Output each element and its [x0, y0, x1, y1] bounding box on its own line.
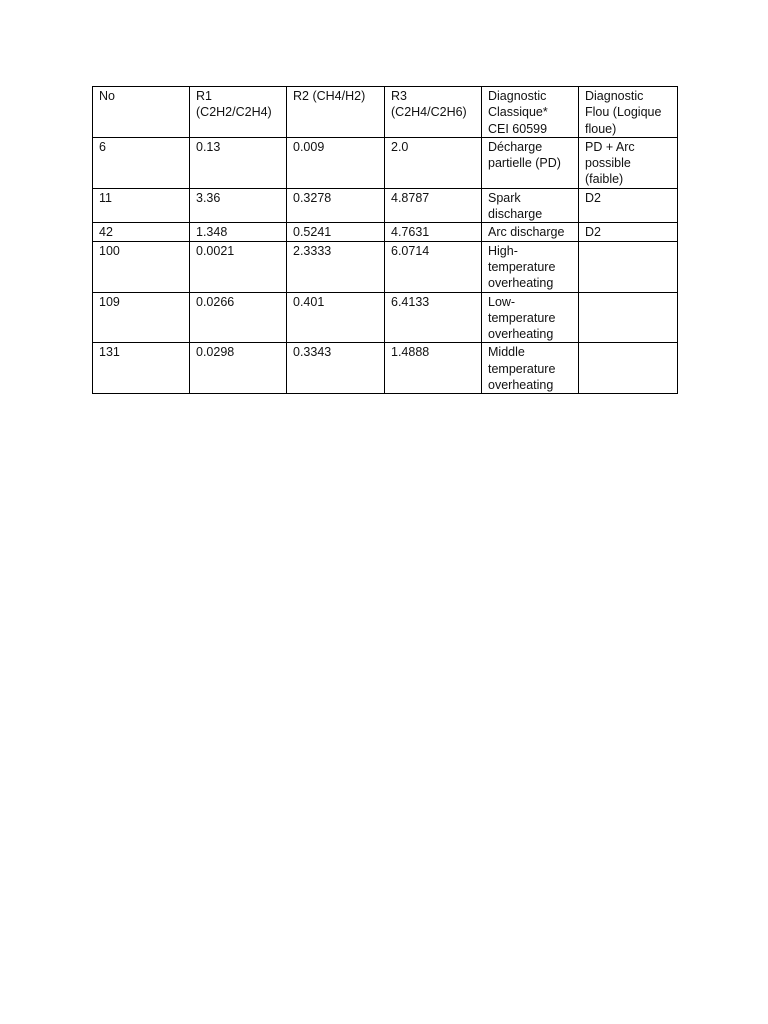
row-r2: 0.3343: [287, 343, 385, 394]
header-diagnostic-flou: Diagnostic Flou (Logique floue): [579, 87, 678, 138]
row-no: 6: [93, 137, 190, 188]
row-r3: 6.0714: [385, 241, 482, 292]
row-r2: 0.401: [287, 292, 385, 343]
diagnostic-table: [92, 86, 678, 394]
row-r3: 4.7631: [385, 223, 482, 241]
row-r1: 1.348: [190, 223, 287, 241]
table-row: [93, 343, 678, 394]
row-r3: 4.8787: [385, 188, 482, 223]
row-no: 109: [93, 292, 190, 343]
header-diagnostic-classique: Diagnostic Classique* CEI 60599: [482, 87, 579, 138]
table-row: [93, 292, 678, 343]
row-r2: 0.3278: [287, 188, 385, 223]
row-r1: 3.36: [190, 188, 287, 223]
row-diagnostic-flou: [579, 292, 678, 343]
row-no: 131: [93, 343, 190, 394]
header-r3: R3 (C2H4/C2H6): [385, 87, 482, 138]
table-row: [93, 188, 678, 223]
header-r2: R2 (CH4/H2): [287, 87, 385, 138]
row-diagnostic-classique: Arc discharge: [482, 223, 579, 241]
row-diagnostic-classique: Décharge partielle (PD): [482, 137, 579, 188]
row-diagnostic-flou: [579, 343, 678, 394]
row-diagnostic-flou: D2: [579, 188, 678, 223]
header-no: No: [93, 87, 190, 138]
row-diagnostic-classique: Low- temperature overheating: [482, 292, 579, 343]
row-r1: 0.0298: [190, 343, 287, 394]
row-no: 11: [93, 188, 190, 223]
row-r1: 0.0021: [190, 241, 287, 292]
table-row: [93, 137, 678, 188]
row-diagnostic-classique: High- temperature overheating: [482, 241, 579, 292]
row-r2: 2.3333: [287, 241, 385, 292]
table-row: [93, 241, 678, 292]
row-r3: 2.0: [385, 137, 482, 188]
row-no: 100: [93, 241, 190, 292]
row-r1: 0.13: [190, 137, 287, 188]
row-diagnostic-classique: Middle temperature overheating: [482, 343, 579, 394]
table-row: [93, 223, 678, 241]
row-diagnostic-flou: D2: [579, 223, 678, 241]
row-r1: 0.0266: [190, 292, 287, 343]
row-r3: 6.4133: [385, 292, 482, 343]
row-r2: 0.5241: [287, 223, 385, 241]
header-r1: R1 (C2H2/C2H4): [190, 87, 287, 138]
row-r2: 0.009: [287, 137, 385, 188]
row-diagnostic-flou: PD + Arc possible (faible): [579, 137, 678, 188]
table-header-row: [93, 87, 678, 138]
row-diagnostic-flou: [579, 241, 678, 292]
row-no: 42: [93, 223, 190, 241]
row-diagnostic-classique: Spark discharge: [482, 188, 579, 223]
row-r3: 1.4888: [385, 343, 482, 394]
